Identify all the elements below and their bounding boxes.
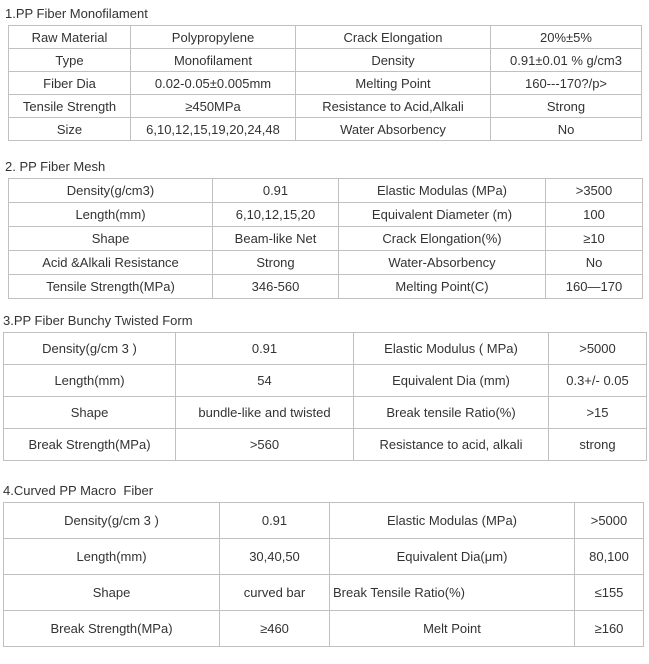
spec-cell-value: ≥450MPa xyxy=(131,95,296,118)
spec-cell-label: Melting Point(C) xyxy=(339,275,546,299)
table-row xyxy=(9,179,643,203)
spec-cell-label: Break Tensile Ratio(%) xyxy=(330,575,575,611)
spec-table xyxy=(8,178,643,299)
section-3 xyxy=(0,313,649,461)
spec-cell-label: Fiber Dia xyxy=(9,72,131,95)
table-row xyxy=(4,539,644,575)
spec-cell-value: 0.91±0.01 % g/cm3 xyxy=(491,49,642,72)
spec-cell-value: bundle-like and twisted xyxy=(176,397,354,429)
section-2 xyxy=(0,159,649,299)
spec-cell-label: Type xyxy=(9,49,131,72)
table-row xyxy=(9,49,642,72)
table-row xyxy=(4,333,647,365)
spec-cell-label: Equivalent Dia (mm) xyxy=(354,365,549,397)
spec-cell-label: Density(g/cm3) xyxy=(9,179,213,203)
table-row xyxy=(9,72,642,95)
table-row xyxy=(4,365,647,397)
spec-cell-value: 30,40,50 xyxy=(220,539,330,575)
spec-cell-value: ≤155 xyxy=(575,575,644,611)
spec-cell-label: Tensile Strength xyxy=(9,95,131,118)
spec-cell-value: 0.91 xyxy=(220,503,330,539)
spec-cell-label: Shape xyxy=(4,575,220,611)
spec-cell-value: >5000 xyxy=(575,503,644,539)
spec-cell-value: Beam-like Net xyxy=(213,227,339,251)
spec-cell-value: 80,100 xyxy=(575,539,644,575)
spec-cell-value: 6,10,12,15,20 xyxy=(213,203,339,227)
table-row xyxy=(9,95,642,118)
spec-cell-value: ≥160 xyxy=(575,611,644,647)
spec-cell-label: Length(mm) xyxy=(4,365,176,397)
spec-cell-label: Break Strength(MPa) xyxy=(4,611,220,647)
table-row xyxy=(4,397,647,429)
spec-cell-value: 54 xyxy=(176,365,354,397)
spec-cell-value: ≥10 xyxy=(546,227,643,251)
spec-cell-label: Density(g/cm 3 ) xyxy=(4,503,220,539)
spec-cell-value: 0.3+/- 0.05 xyxy=(549,365,647,397)
table-row xyxy=(4,575,644,611)
spec-cell-label: Length(mm) xyxy=(9,203,213,227)
spec-cell-label: Elastic Modulus ( MPa) xyxy=(354,333,549,365)
spec-cell-value: Monofilament xyxy=(131,49,296,72)
spec-cell-label: Raw Material xyxy=(9,26,131,49)
spec-cell-label: Elastic Modulas (MPa) xyxy=(330,503,575,539)
spec-cell-value: 0.02-0.05±0.005mm xyxy=(131,72,296,95)
table-row xyxy=(9,203,643,227)
spec-cell-value: No xyxy=(491,118,642,141)
spec-table xyxy=(3,332,647,461)
spec-cell-label: Crack Elongation xyxy=(296,26,491,49)
spec-cell-value: >15 xyxy=(549,397,647,429)
spec-cell-label: Break tensile Ratio(%) xyxy=(354,397,549,429)
spec-cell-value: Polypropylene xyxy=(131,26,296,49)
table-row xyxy=(9,118,642,141)
spec-cell-label: Length(mm) xyxy=(4,539,220,575)
spec-cell-label: Break Strength(MPa) xyxy=(4,429,176,461)
spec-cell-label: Shape xyxy=(9,227,213,251)
spec-cell-value: 0.91 xyxy=(213,179,339,203)
spec-table xyxy=(8,25,642,141)
spec-cell-label: Water-Absorbency xyxy=(339,251,546,275)
spec-cell-value: Strong xyxy=(213,251,339,275)
spec-cell-label: Density(g/cm 3 ) xyxy=(4,333,176,365)
table-row xyxy=(4,611,644,647)
spec-cell-label: Water Absorbency xyxy=(296,118,491,141)
spec-cell-value: 160—170 xyxy=(546,275,643,299)
spec-cell-value: curved bar xyxy=(220,575,330,611)
spec-cell-value: 346-560 xyxy=(213,275,339,299)
spec-cell-value: ≥460 xyxy=(220,611,330,647)
spec-cell-label: Shape xyxy=(4,397,176,429)
spec-cell-label: Melt Point xyxy=(330,611,575,647)
spec-cell-label: Acid &Alkali Resistance xyxy=(9,251,213,275)
section-title: 4.Curved PP Macro Fiber xyxy=(3,483,154,498)
spec-cell-value: No xyxy=(546,251,643,275)
spec-cell-value: Strong xyxy=(491,95,642,118)
spec-cell-label: Crack Elongation(%) xyxy=(339,227,546,251)
spec-cell-label: Elastic Modulas (MPa) xyxy=(339,179,546,203)
spec-cell-value: >560 xyxy=(176,429,354,461)
spec-cell-label: Tensile Strength(MPa) xyxy=(9,275,213,299)
spec-cell-value: >3500 xyxy=(546,179,643,203)
spec-cell-value: 0.91 xyxy=(176,333,354,365)
table-row xyxy=(9,227,643,251)
section-title: 3.PP Fiber Bunchy Twisted Form xyxy=(3,313,193,328)
spec-cell-value: 160---170?/p> xyxy=(491,72,642,95)
spec-cell-label: Equivalent Dia(μm) xyxy=(330,539,575,575)
spec-cell-value: 100 xyxy=(546,203,643,227)
section-1 xyxy=(0,6,649,141)
section-title: 2. PP Fiber Mesh xyxy=(5,159,106,174)
spec-cell-value: 6,10,12,15,19,20,24,48 xyxy=(131,118,296,141)
spec-cell-value: >5000 xyxy=(549,333,647,365)
spec-cell-value: 20%±5% xyxy=(491,26,642,49)
table-row xyxy=(4,429,647,461)
spec-cell-label: Resistance to acid, alkali xyxy=(354,429,549,461)
spec-cell-label: Resistance to Acid,Alkali xyxy=(296,95,491,118)
section-title: 1.PP Fiber Monofilament xyxy=(5,6,148,21)
spec-cell-value: strong xyxy=(549,429,647,461)
table-row xyxy=(9,26,642,49)
table-row xyxy=(9,251,643,275)
spec-table xyxy=(3,502,644,647)
table-row xyxy=(4,503,644,539)
spec-cell-label: Equivalent Diameter (m) xyxy=(339,203,546,227)
table-row xyxy=(9,275,643,299)
section-4 xyxy=(0,483,649,647)
spec-cell-label: Density xyxy=(296,49,491,72)
spec-cell-label: Size xyxy=(9,118,131,141)
spec-cell-label: Melting Point xyxy=(296,72,491,95)
